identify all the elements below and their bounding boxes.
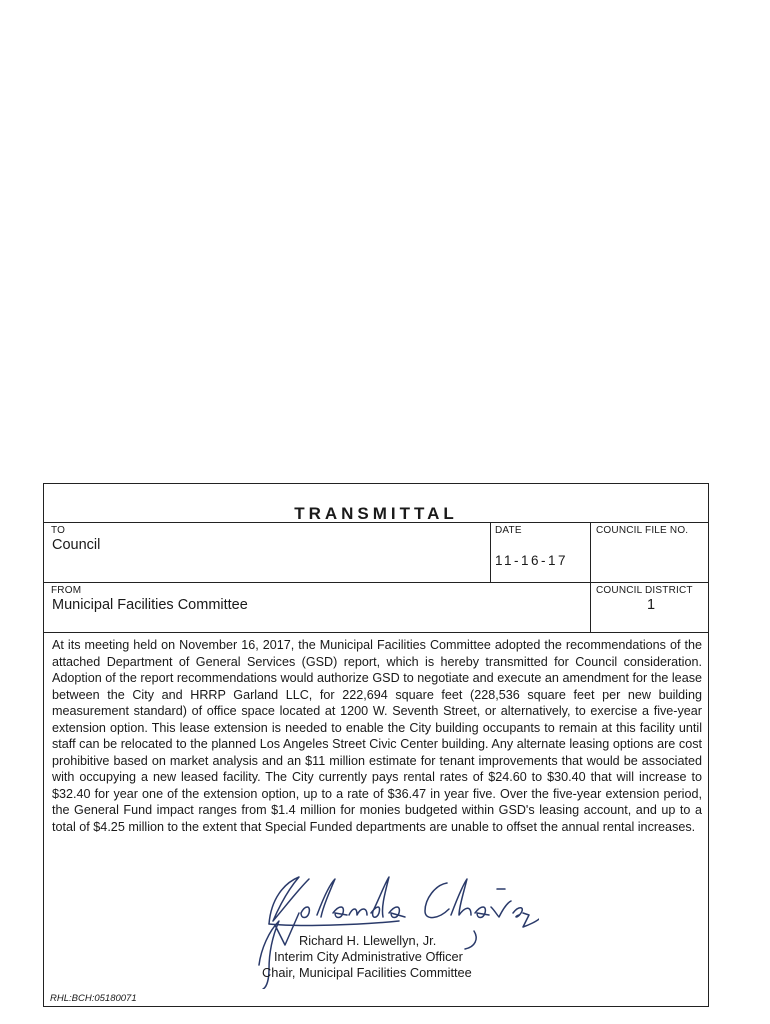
signer-role: Chair, Municipal Facilities Committee [262, 965, 472, 980]
divider [44, 582, 708, 583]
transmittal-body: At its meeting held on November 16, 2017, the Municipal Facilities Committee adopted the recommendations of the attached Department of General Services (GSD) report, which is hereby transmitted for Council consideration. Adoption of the report recommendations would authorize GSD to negotiate and execute an amendment for the lease between the City and HRRP Garland LLC, for 222,694 square feet (228,536 square feet per new building measurement standard) of office space located at 1200 W. Seventh Street, or alternatively, to exercise a five-year extension option. This lease extension is needed to enable the City building occupants to remain at this facility until staff can be relocated to the planned Los Angeles Street Civic Center building. Any alternate leasing options are cost prohibitive based on market analysis and an $11 million estimate for tenant improvements that would be associated with occupying a new leased facility. The City currently pays rental rates of $24.60 to $30.40 that will increase to $32.40 for year one of the extension option, up to a rate of $36.47 in year five. Over the five-year extension period, the General Fund impact ranges from $1.4 million for monies budgeted within GSD's leasing account, and up to a total of $4.25 million to the extent that Special Funded departments are unable to offset the annual rental increases. [52, 638, 702, 834]
date-label: DATE [495, 525, 522, 536]
divider [44, 632, 708, 633]
council-file-label: COUNCIL FILE NO. [596, 525, 689, 536]
form-title: TRANSMITTAL [294, 504, 458, 523]
to-label: TO [51, 525, 66, 536]
council-district-label: COUNCIL DISTRICT [596, 585, 693, 596]
signer-title: Interim City Administrative Officer [274, 949, 463, 964]
divider [490, 522, 491, 582]
to-value: Council [52, 537, 101, 553]
transmittal-form [43, 483, 709, 1007]
date-value: 11-16-17 [495, 553, 569, 568]
divider [590, 522, 591, 632]
from-label: FROM [51, 585, 82, 596]
council-district-value: 1 [646, 597, 656, 613]
signer-name: Richard H. Llewellyn, Jr. [299, 933, 437, 948]
from-value: Municipal Facilities Committee [52, 597, 248, 613]
reference-code: RHL:BCH:05180071 [50, 993, 137, 1004]
divider [44, 522, 708, 523]
